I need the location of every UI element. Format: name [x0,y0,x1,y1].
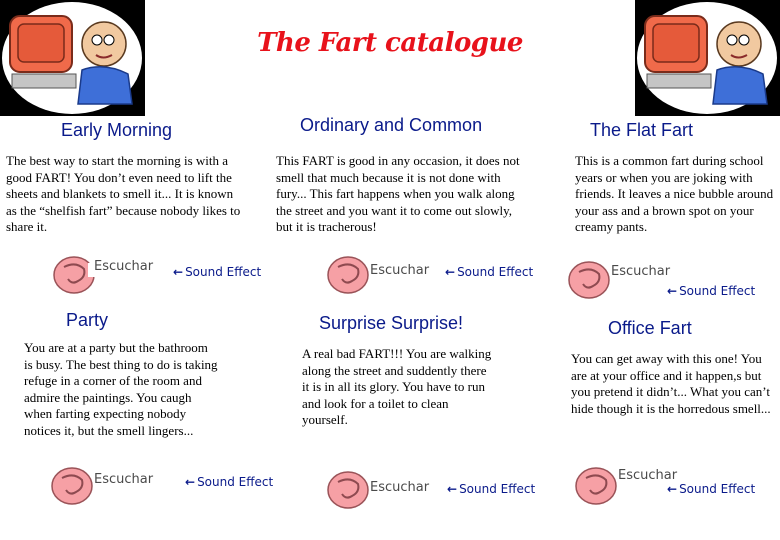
card-heading-ordinary-and-common: Ordinary and Common [300,115,483,135]
page-title: The Fart catalogue [257,28,523,58]
card-heading-the-flat-fart: The Flat Fart [590,120,694,140]
arrow-left-icon: ← [173,265,184,279]
card-text-party: You are at a party but the bathroom is busy. The best thing to do is taking refuge in a corner of the room and admire the paintings. You caugh when farting expecting nobody notices it, but the smell lingers... [24,340,218,438]
card-text-ordinary-and-common: This FART is good in any occasion, it does not smell that much because it is not done with fury... This fart happens when you walk along the street and you want it to come out slowly, but it is tracherous! [276,153,520,235]
card-text-surprise-surprise: A real bad FART!!! You are walking along the street and suddently there it is in all its glory. You have to run and look for a toilet to clean yourself. [302,346,492,428]
sound-effect-link-surprise-surprise[interactable]: ← Sound Effect [447,482,536,496]
escuchar-button-surprise-surprise[interactable] [326,470,446,510]
sound-effect-link-ordinary-and-common[interactable]: ← Sound Effect [445,265,534,279]
card-heading-surprise-surprise: Surprise Surprise! [319,313,464,333]
escuchar-button-early-morning[interactable] [52,255,172,295]
clipart-computer-user-left [0,0,145,116]
card-text-office-fart: You can get away with this one! You are at your office and it happen,s but you pretend it didn’t... What you can’t hide though it is the horredous smell... [571,351,771,416]
escuchar-label: Escuchar [370,263,430,278]
sound-effect-link-early-morning[interactable]: ← Sound Effect [173,265,262,279]
card-heading-party: Party [66,310,109,330]
arrow-left-icon: ← [667,482,678,496]
escuchar-label: Escuchar [94,472,154,487]
card-text-the-flat-fart: This is a common fart during school years or when you are joking with friends. It leaves a nice bubble around your ass and a brown spot on your creamy pants. [575,153,774,235]
sound-effect-link-office-fart[interactable]: ← Sound Effect [667,482,756,496]
escuchar-label: Escuchar [611,264,671,279]
card-heading-early-morning: Early Morning [61,120,173,140]
card-heading-office-fart: Office Fart [608,318,692,338]
sound-effect-link-party[interactable]: ← Sound Effect [185,475,274,489]
card-text-early-morning: The best way to start the morning is with a good FART! You don’t even need to lift the sheets and blankets to smell it... It is known as the “shelfish fart” because nobody likes to share it. [6,153,241,235]
clipart-computer-user-right [635,0,780,116]
arrow-left-icon: ← [445,265,456,279]
escuchar-label: Escuchar [370,480,430,495]
escuchar-label: Escuchar [94,259,154,274]
escuchar-button-party[interactable] [50,466,170,506]
escuchar-button-ordinary-and-common[interactable] [326,255,446,295]
arrow-left-icon: ← [667,284,678,298]
sound-effect-link-the-flat-fart[interactable]: ← Sound Effect [667,284,756,298]
arrow-left-icon: ← [185,475,196,489]
arrow-left-icon: ← [447,482,458,496]
escuchar-label: Escuchar [618,468,678,483]
